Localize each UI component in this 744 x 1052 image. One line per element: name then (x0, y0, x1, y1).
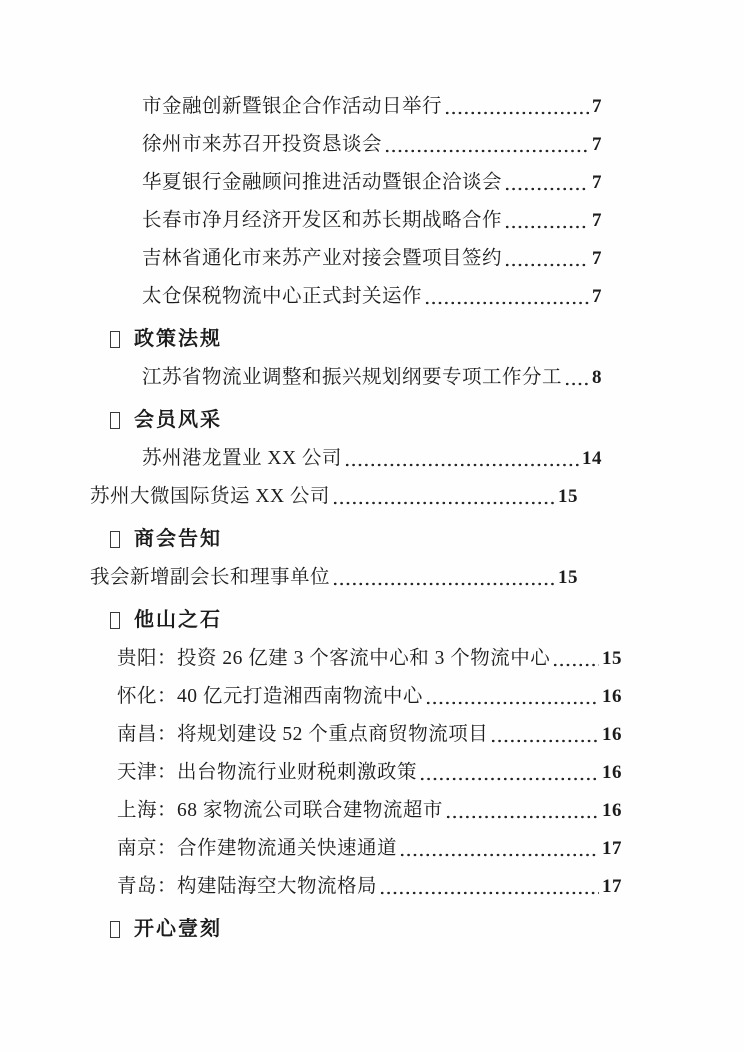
toc-entry-title: 市金融创新暨银企合作活动日举行 (142, 96, 443, 117)
toc-entry (90, 240, 602, 278)
toc-entry (90, 716, 622, 754)
dot-leader (445, 792, 599, 830)
toc-entry (90, 640, 622, 678)
section-title: 政策法规 (134, 328, 222, 350)
page-number: 7 (592, 96, 602, 117)
toc-entry-title: 徐州市来苏召开投资恳谈会 (142, 134, 383, 155)
toc-entry-title: 上海：68 家物流公司联合建物流超市 (117, 800, 443, 821)
toc-entry-title: 吉林省通化市来苏产业对接会暨项目签约 (142, 248, 503, 269)
toc-entry-title: 江苏省物流业调整和振兴规划纲要专项工作分工 (142, 367, 563, 388)
dot-leader (504, 240, 589, 278)
toc-entry-title: 苏州港龙置业 XX 公司 (142, 448, 342, 469)
page-number: 15 (558, 486, 578, 507)
dot-leader (490, 716, 599, 754)
missing-glyph-bullet-icon (110, 921, 120, 938)
missing-glyph-bullet-icon (110, 531, 120, 548)
dot-leader (425, 678, 599, 716)
toc-entry-title: 太仓保税物流中心正式封关运作 (142, 286, 423, 307)
page-number: 16 (602, 686, 622, 707)
toc-entry-title: 我会新增副会长和理事单位 (90, 567, 331, 588)
toc-entry (90, 868, 622, 906)
toc-entry (90, 678, 622, 716)
page-number: 14 (582, 448, 602, 469)
dot-leader (332, 559, 555, 597)
toc-entry-title: 南京：合作建物流通关快速通道 (117, 838, 398, 859)
dot-leader (379, 868, 599, 906)
toc-entry (90, 88, 602, 126)
page-number: 17 (602, 876, 622, 897)
dot-leader (564, 359, 589, 397)
dot-leader (384, 126, 589, 164)
section-title: 会员风采 (134, 409, 222, 431)
toc-entry (90, 126, 602, 164)
toc-entry (90, 792, 622, 830)
toc-entry (90, 754, 622, 792)
toc-entry-title: 怀化：40 亿元打造湘西南物流中心 (117, 686, 423, 707)
page-number: 7 (592, 134, 602, 155)
section-header (90, 400, 644, 440)
page-number: 8 (592, 367, 602, 388)
dot-leader (552, 640, 599, 678)
missing-glyph-bullet-icon (110, 412, 120, 429)
section-title: 他山之石 (134, 609, 222, 631)
toc-entry (90, 202, 602, 240)
page-number: 16 (602, 800, 622, 821)
table-of-contents (90, 88, 644, 949)
toc-entry-title: 青岛：构建陆海空大物流格局 (117, 876, 378, 897)
section-header (90, 519, 644, 559)
toc-entry-title: 南昌：将规划建设 52 个重点商贸物流项目 (117, 724, 489, 745)
page-number: 7 (592, 210, 602, 231)
section-header (90, 909, 644, 949)
toc-entry (90, 164, 602, 202)
toc-entry (90, 478, 578, 516)
dot-leader (332, 478, 555, 516)
toc-entry-title: 长春市净月经济开发区和苏长期战略合作 (142, 210, 503, 231)
toc-entry (90, 559, 578, 597)
dot-leader (424, 278, 589, 316)
toc-entry (90, 359, 602, 397)
toc-entry-title: 苏州大微国际货运 XX 公司 (90, 486, 330, 507)
dot-leader (444, 88, 589, 126)
page-number: 16 (602, 724, 622, 745)
section-header (90, 319, 644, 359)
page-number: 7 (592, 172, 602, 193)
toc-entry (90, 440, 602, 478)
toc-entry-title: 华夏银行金融顾问推进活动暨银企洽谈会 (142, 172, 503, 193)
missing-glyph-bullet-icon (110, 612, 120, 629)
page-number: 7 (592, 286, 602, 307)
section-header (90, 600, 644, 640)
dot-leader (504, 164, 589, 202)
toc-entry (90, 278, 602, 316)
dot-leader (399, 830, 599, 868)
toc-entry-title: 天津：出台物流行业财税刺激政策 (117, 762, 418, 783)
page-number: 15 (558, 567, 578, 588)
missing-glyph-bullet-icon (110, 331, 120, 348)
toc-entry-title: 贵阳：投资 26 亿建 3 个客流中心和 3 个物流中心 (117, 648, 551, 669)
page-number: 16 (602, 762, 622, 783)
dot-leader (419, 754, 599, 792)
section-title: 开心壹刻 (134, 918, 222, 940)
toc-entry (90, 830, 622, 868)
page-number: 7 (592, 248, 602, 269)
section-title: 商会告知 (134, 528, 222, 550)
dot-leader (344, 440, 579, 478)
dot-leader (504, 202, 589, 240)
page-number: 15 (602, 648, 622, 669)
page-number: 17 (602, 838, 622, 859)
